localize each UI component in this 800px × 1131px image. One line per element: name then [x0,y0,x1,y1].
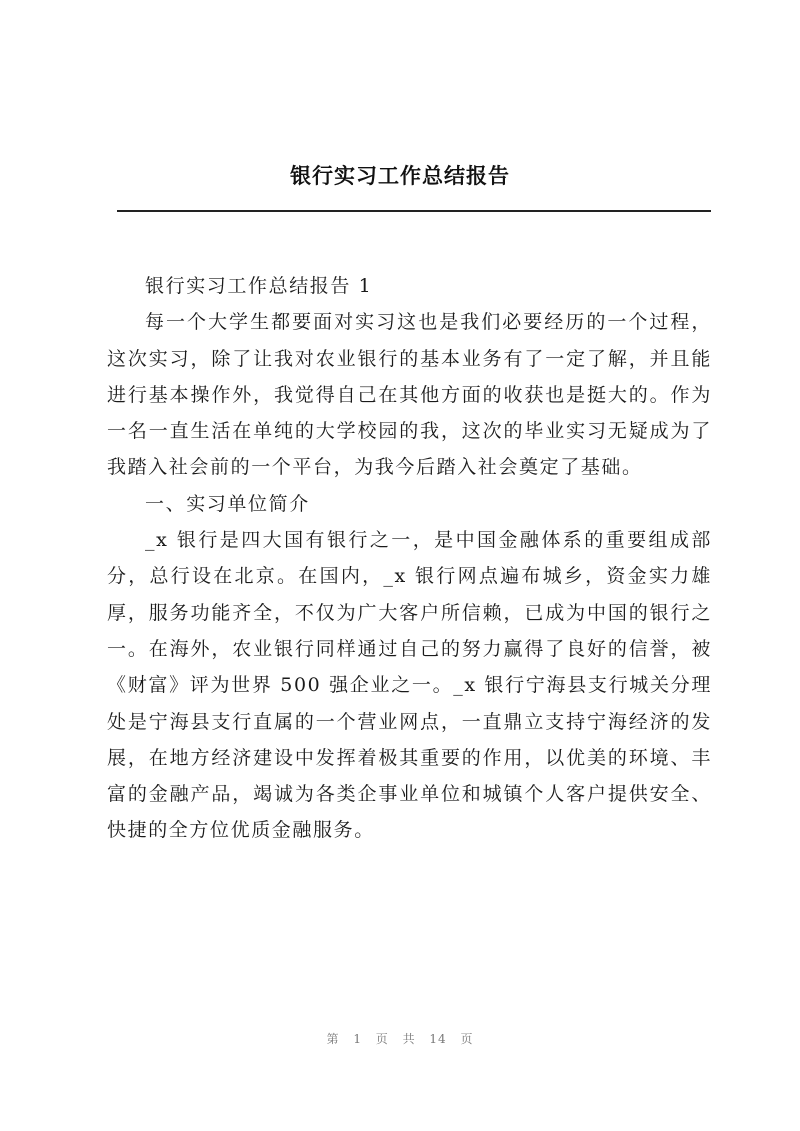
section-heading: 一、实习单位简介 [145,492,310,515]
paragraph: _x 银行是四大国有银行之一，是中国金融体系的重要组成部分，总行设在北京。在国内，_x 银行网点遍布城乡，资金实力雄厚，服务功能齐全，不仅为广大客户所信赖，已成为中国的银行之一。在海外，农业银行同样通过自己的努力赢得了良好的信誉，被《财富》评为世界 500 强企业之一。_x 银行宁海县支行城关分理处是宁海县支行直属的一个营业网点，一直鼎立支持宁海经济的发展，在地方经济建设中发挥着极其重要的作用，以优美的环境、丰富的金融产品，竭诚为各类企事业单位和城镇个人客户提供安全、快捷的全方位优质金融服务。 [107,529,712,842]
document-body [107,268,712,849]
page-number: 第 1 页 共 14 页 [326,1032,474,1046]
title-divider [117,210,711,212]
document-title: 银行实习工作总结报告 [290,164,510,188]
section-heading: 银行实习工作总结报告 1 [145,275,373,297]
paragraph: 每一个大学生都要面对实习这也是我们必要经历的一个过程，这次实习，除了让我对农业银行的基本业务有了一定了解，并且能进行基本操作外，我觉得自己在其他方面的收获也是挺大的。作为一名一直生活在单纯的大学校园的我，这次的毕业实习无疑成为了我踏入社会前的一个平台，为我今后踏入社会奠定了基础。 [107,311,712,479]
